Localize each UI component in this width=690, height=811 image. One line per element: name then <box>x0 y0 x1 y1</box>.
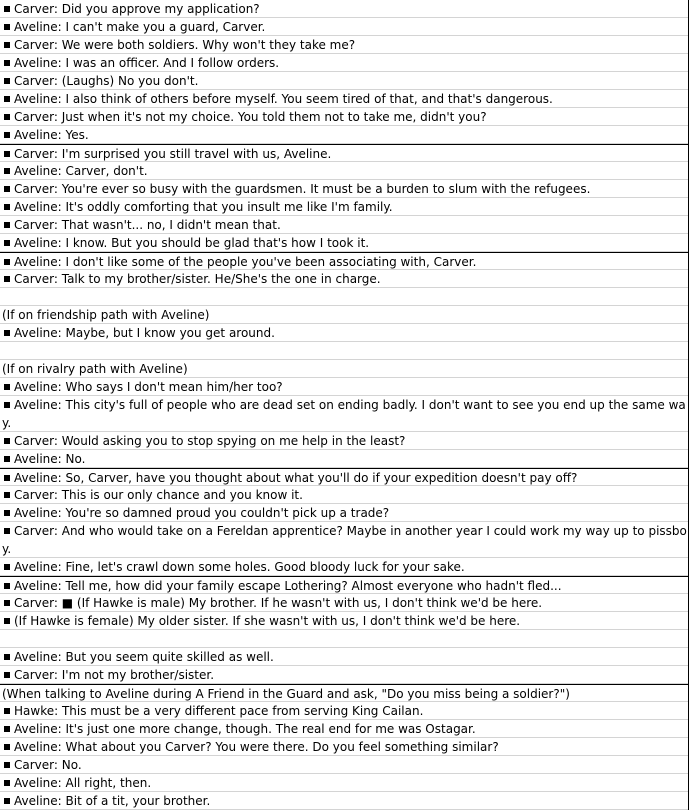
dialogue-row <box>0 126 688 144</box>
dialogue-text: Aveline: What about you Carver? You were there. Do you feel something similar? <box>14 740 499 754</box>
dialogue-text: Carver: Would asking you to stop spying on me help in the least? <box>14 434 406 448</box>
dialogue-row <box>0 306 688 324</box>
bullet-icon <box>2 522 14 540</box>
dialogue-row <box>0 180 688 198</box>
dialogue-row <box>0 522 688 558</box>
dialogue-row <box>0 36 688 54</box>
dialogue-row <box>0 648 688 666</box>
dialogue-row <box>0 342 688 360</box>
dialogue-row <box>0 18 688 36</box>
dialogue-text: (If on rivalry path with Aveline) <box>2 362 188 376</box>
bullet-icon <box>2 486 14 504</box>
dialogue-row <box>0 270 688 288</box>
bullet-icon <box>2 72 14 90</box>
dialogue-row <box>0 108 688 126</box>
bullet-icon <box>2 504 14 522</box>
dialogue-text: Carver: And who would take on a Fereldan apprentice? Maybe in another year I could work my way up to pissboy. <box>2 524 687 556</box>
dialogue-text: Aveline: All right, then. <box>14 776 152 790</box>
dialogue-row <box>0 0 688 18</box>
dialogue-row <box>0 360 688 378</box>
dialogue-text: Carver: I'm not my brother/sister. <box>14 668 215 682</box>
bullet-icon <box>2 54 14 72</box>
bullet-icon <box>2 378 14 396</box>
dialogue-text: Aveline: You're so damned proud you couldn't pick up a trade? <box>14 506 390 520</box>
dialogue-text: (When talking to Aveline during A Friend in the Guard and ask, "Do you miss being a soldier?") <box>2 687 570 701</box>
bullet-icon <box>2 594 14 612</box>
bullet-icon <box>2 145 14 162</box>
dialogue-text: Carver: You're ever so busy with the guardsmen. It must be a burden to slum with the refugees. <box>14 182 591 196</box>
dialogue-text: Carver: That wasn't... no, I didn't mean that. <box>14 218 281 232</box>
bullet-icon <box>2 162 14 180</box>
dialogue-text: Carver: No. <box>14 758 82 772</box>
dialogue-row <box>0 558 688 576</box>
dialogue-text: Carver: We were both soldiers. Why won't they take me? <box>14 38 356 52</box>
dialogue-text: Aveline: Tell me, how did your family escape Lothering? Almost everyone who hadn't fled... <box>14 579 562 593</box>
dialogue-row <box>0 756 688 774</box>
bullet-icon <box>2 36 14 54</box>
dialogue-row <box>0 486 688 504</box>
dialogue-text: Aveline: Fine, let's crawl down some holes. Good bloody luck for your sake. <box>14 560 465 574</box>
dialogue-row <box>0 378 688 396</box>
dialogue-text: Carver: (Laughs) No you don't. <box>14 74 199 88</box>
dialogue-row <box>0 702 688 720</box>
dialogue-text: Carver: Just when it's not my choice. You told them not to take me, didn't you? <box>14 110 487 124</box>
dialogue-text: Aveline: It's just one more change, though. The real end for me was Ostagar. <box>14 722 476 736</box>
dialogue-row <box>0 252 688 270</box>
dialogue-text: Aveline: Bit of a tit, your brother. <box>14 794 211 808</box>
dialogue-row <box>0 288 688 306</box>
dialogue-text: Aveline: But you seem quite skilled as well. <box>14 650 274 664</box>
bullet-icon <box>2 180 14 198</box>
dialogue-row <box>0 54 688 72</box>
bullet-icon <box>2 612 14 630</box>
dialogue-text: Carver: This is our only chance and you know it. <box>14 488 303 502</box>
dialogue-row <box>0 198 688 216</box>
dialogue-text: Hawke: This must be a very different pace from serving King Cailan. <box>14 704 424 718</box>
bullet-icon <box>2 774 14 792</box>
dialogue-text: Aveline: This city's full of people who are dead set on ending badly. I don't want to see you end up the same way. <box>2 398 686 430</box>
dialogue-text: Carver: Did you approve my application? <box>14 2 260 16</box>
bullet-icon <box>2 756 14 774</box>
dialogue-row <box>0 774 688 792</box>
bullet-icon <box>2 216 14 234</box>
bullet-icon <box>2 253 14 270</box>
dialogue-row <box>0 432 688 450</box>
dialogue-row <box>0 720 688 738</box>
dialogue-row <box>0 324 688 342</box>
dialogue-row <box>0 594 688 612</box>
dialogue-row <box>0 684 688 702</box>
dialogue-row <box>0 234 688 252</box>
bullet-icon <box>2 108 14 126</box>
dialogue-row <box>0 144 688 162</box>
dialogue-row <box>0 504 688 522</box>
dialogue-row <box>0 90 688 108</box>
dialogue-text: Aveline: It's oddly comforting that you insult me like I'm family. <box>14 200 393 214</box>
dialogue-text: Carver: I'm surprised you still travel with us, Aveline. <box>14 147 332 161</box>
dialogue-row <box>0 396 688 432</box>
dialogue-text: Aveline: Who says I don't mean him/her too? <box>14 380 283 394</box>
dialogue-text: Aveline: I can't make you a guard, Carver. <box>14 20 266 34</box>
bullet-icon <box>2 198 14 216</box>
dialogue-text: (If Hawke is female) My older sister. If she wasn't with us, I don't think we'd be here. <box>14 614 521 628</box>
dialogue-row <box>0 738 688 756</box>
dialogue-row <box>0 612 688 630</box>
bullet-icon <box>2 90 14 108</box>
dialogue-row <box>0 468 688 486</box>
dialogue-row <box>0 576 688 594</box>
bullet-icon <box>2 396 14 414</box>
bullet-icon <box>2 450 14 468</box>
dialogue-row <box>0 450 688 468</box>
dialogue-text: Aveline: So, Carver, have you thought about what you'll do if your expedition doesn't pay off? <box>14 471 578 485</box>
dialogue-text: Aveline: No. <box>14 452 86 466</box>
bullet-icon <box>2 324 14 342</box>
bullet-icon <box>2 738 14 756</box>
dialogue-text: Aveline: I know. But you should be glad that's how I took it. <box>14 236 370 250</box>
dialogue-text: Aveline: Carver, don't. <box>14 164 148 178</box>
dialogue-text: (If on friendship path with Aveline) <box>2 308 210 322</box>
dialogue-text: Aveline: I also think of others before myself. You seem tired of that, and that's dangerous. <box>14 92 553 106</box>
bullet-icon <box>2 234 14 252</box>
dialogue-row <box>0 666 688 684</box>
dialogue-text: Carver: Talk to my brother/sister. He/She's the one in charge. <box>14 272 381 286</box>
bullet-icon <box>2 666 14 684</box>
dialogue-row <box>0 72 688 90</box>
bullet-icon <box>2 126 14 144</box>
bullet-icon <box>2 18 14 36</box>
bullet-icon <box>2 792 14 810</box>
dialogue-text: Carver: ■ (If Hawke is male) My brother. If he wasn't with us, I don't think we'd be here. <box>14 596 543 610</box>
dialogue-row <box>0 630 688 648</box>
dialogue-row <box>0 162 688 180</box>
dialogue-text: Aveline: I don't like some of the people you've been associating with, Carver. <box>14 255 477 269</box>
bullet-icon <box>2 558 14 576</box>
bullet-icon <box>2 469 14 486</box>
bullet-icon <box>2 0 14 18</box>
dialogue-text: Aveline: I was an officer. And I follow orders. <box>14 56 280 70</box>
bullet-icon <box>2 702 14 720</box>
bullet-icon <box>2 720 14 738</box>
dialogue-row <box>0 216 688 234</box>
dialogue-row <box>0 792 688 810</box>
dialogue-text: Aveline: Yes. <box>14 128 89 142</box>
bullet-icon <box>2 432 14 450</box>
bullet-icon <box>2 648 14 666</box>
bullet-icon <box>2 270 14 288</box>
dialogue-text: Aveline: Maybe, but I know you get around. <box>14 326 275 340</box>
bullet-icon <box>2 577 14 594</box>
